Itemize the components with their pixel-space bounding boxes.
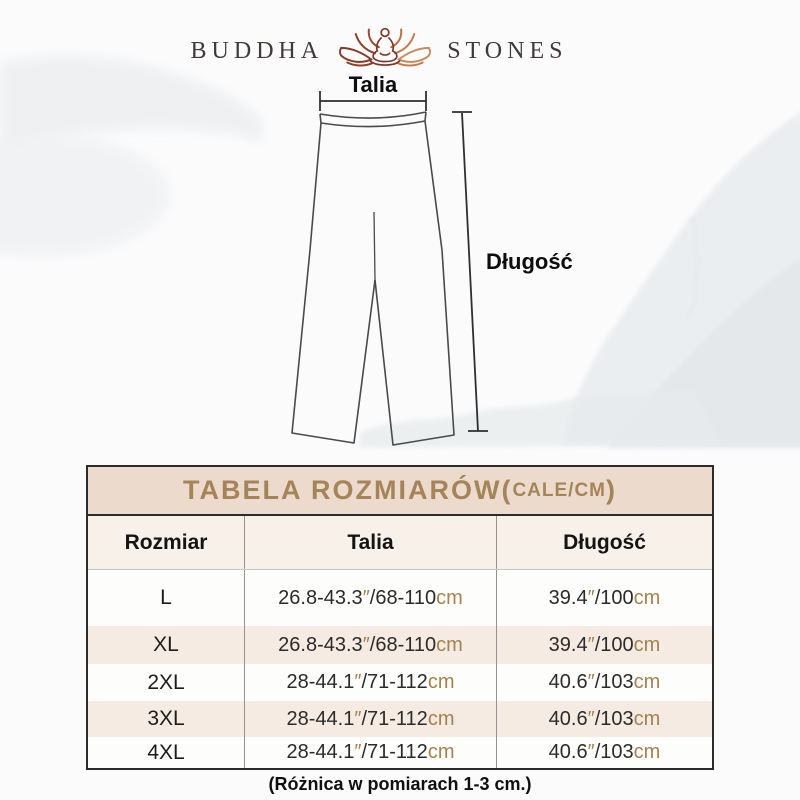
unit-text: cm [633, 741, 661, 763]
measure-text: /103 [594, 671, 634, 693]
size-row-2xl [88, 664, 712, 701]
size-row-l [88, 570, 712, 626]
size-row-3xl [88, 701, 712, 737]
size-row-4xl [88, 737, 712, 768]
unit-text: ″ [362, 586, 370, 609]
unit-text: cm [427, 671, 455, 693]
unit-text: cm [427, 707, 455, 730]
size-value: L [88, 570, 245, 626]
unit-text: ″ [587, 586, 595, 609]
size-value: 4XL [88, 737, 245, 768]
waist-value [245, 701, 497, 737]
waist-value [245, 664, 497, 701]
unit-text: cm [633, 586, 661, 609]
measure-text: 26.8-43.3 [278, 586, 363, 609]
length-value [497, 664, 712, 701]
unit-text: ″ [354, 741, 362, 763]
measure-text: 39.4 [548, 633, 588, 656]
length-value [497, 570, 712, 626]
size-table-title-close: ) [606, 475, 617, 505]
measure-text: /68-110 [369, 586, 437, 609]
brand-name-right: STONES [447, 37, 568, 64]
ink-wash-mountains-watermark [0, 55, 800, 448]
tolerance-footnote: (Różnica w pomiarach 1-3 cm.) [268, 774, 532, 794]
waist-label: Talia [348, 72, 398, 97]
unit-text: ″ [587, 633, 595, 656]
measure-text: /100 [594, 586, 634, 609]
unit-text: ″ [362, 633, 370, 656]
measure-text: 40.6 [548, 741, 588, 763]
size-value: 3XL [88, 701, 245, 737]
unit-text: cm [633, 707, 661, 730]
length-value [497, 701, 712, 737]
waist-value [245, 570, 497, 626]
length-measure-line [452, 112, 488, 431]
measure-text: /103 [594, 741, 634, 763]
length-value [497, 626, 712, 664]
measure-text: 40.6 [548, 707, 588, 730]
brand-name-left: BUDDHA [190, 37, 324, 64]
unit-text: ″ [587, 671, 595, 693]
waist-value [245, 737, 497, 768]
measure-text: /71-112 [361, 671, 428, 693]
pants-outline [292, 112, 454, 445]
measure-text: 40.6 [548, 671, 588, 693]
column-header-size: Rozmiar [88, 516, 245, 569]
measure-text: 26.8-43.3 [278, 633, 363, 656]
size-value: 2XL [88, 664, 245, 701]
waist-value [245, 626, 497, 664]
unit-text: ″ [354, 707, 362, 730]
unit-text: ″ [587, 707, 595, 730]
size-row-xl [88, 626, 712, 664]
length-value [497, 737, 712, 768]
measure-text: /100 [594, 633, 634, 656]
size-table-header [88, 516, 712, 570]
unit-text: cm [633, 633, 661, 656]
measure-text: /71-112 [361, 707, 428, 730]
size-table [86, 465, 714, 770]
measure-text: /103 [594, 707, 634, 730]
unit-text: ″ [587, 741, 595, 763]
column-header-length: Długość [563, 530, 646, 554]
measure-text: 28-44.1 [286, 707, 355, 730]
size-table-title-main: TABELA ROZMIARÓW( [182, 475, 513, 505]
measure-text: 28-44.1 [286, 671, 355, 693]
size-table-title-units: CALE/CM [512, 479, 606, 501]
measure-text: /68-110 [369, 633, 437, 656]
size-table-rows [88, 570, 712, 768]
measure-text: 28-44.1 [286, 741, 355, 763]
size-value: XL [88, 626, 245, 664]
length-label: Długość [486, 249, 573, 274]
unit-text: cm [436, 633, 463, 656]
unit-text: ″ [354, 671, 362, 693]
column-header-waist: Talia [245, 516, 497, 569]
unit-text: cm [633, 671, 661, 693]
size-table-title [88, 467, 712, 516]
measure-text: /71-112 [361, 741, 428, 763]
unit-text: cm [427, 741, 455, 763]
measure-text: 39.4 [548, 586, 588, 609]
unit-text: cm [436, 586, 463, 609]
